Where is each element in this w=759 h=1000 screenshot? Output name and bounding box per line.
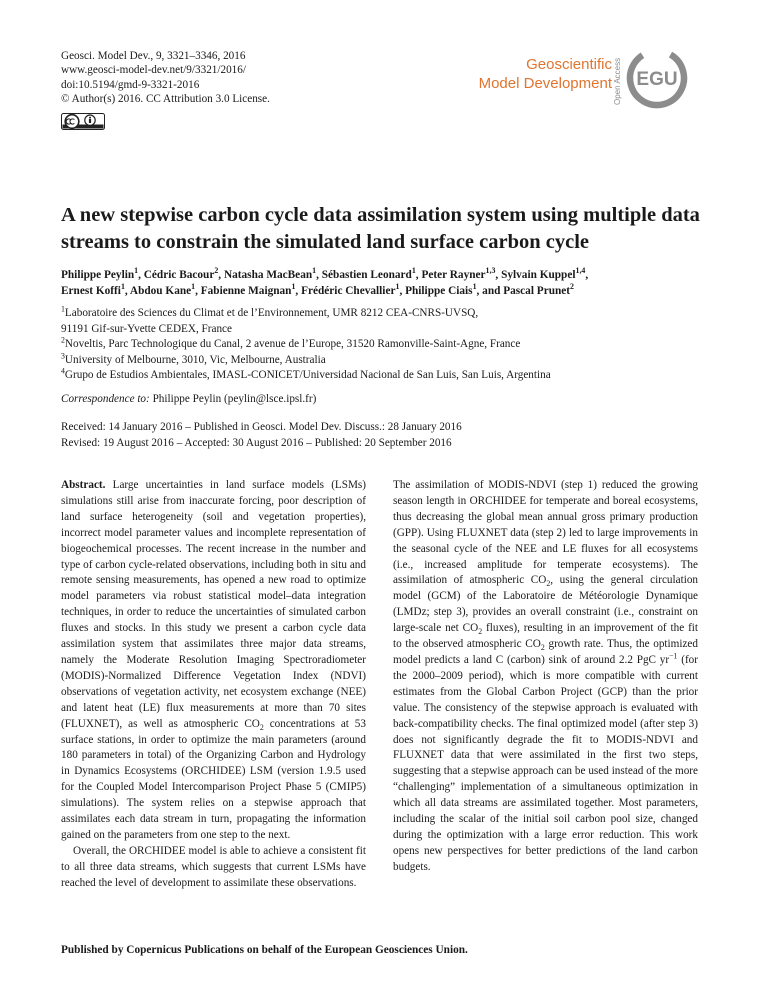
author-affiliation-ref: 2 [214, 266, 219, 276]
affiliation-item: $^4$Grupo de Estudios Ambientales, IMASL-CONICET/Universidad Nacional de San Luis, San Luis, Argentina [61, 366, 551, 381]
author-affiliation-ref: 1 [411, 266, 416, 276]
article-url[interactable]: www.geosci-model-dev.net/9/3321/2016/ [61, 64, 246, 77]
abstract-paragraph-continued: The assimilation of MODIS-NDVI (step 1) reduced the growing season length in ORCHIDEE for temperate and boreal ecosystems, thus decreasing the global mean annual gross primary production (GPP). Using FLUXNET data (step 2) led to large improvements in the seasonal cycle of the NEE and LE fluxes for all ecosystems (i.e., increased amplitude for temperate ecosystems). The assimilation of atmospheric $CO_2$, using the general circulation model (GCM) of the Laboratoire de Météorologie Dynamique (LMDz; step 3), provides an overall constraint (i.e., constraint on large-scale net $CO_2$ fluxes), resulting in an improvement of the fit to the observed atmospheric $CO_2$ growth rate. Thus, the optimized model predicts a land C (carbon) sink of around 2.2 PgC $yr^{-1}$ (for the 2000–2009 period), which is more compatible with current estimates from the Global Carbon Project (GCP) than the prior value. The consistency of the stepwise approach is evaluated with back-compatibility checks. The final optimized model (after step 3) does not significantly degrade the fit to MODIS-NDVI and FLUXNET data that were assimilated in the first two steps, suggesting that a stepwise approach can be used instead of the more “challenging” implementation of a simultaneous optimization in which all data streams are assimilated together. Most parameters, including the scalar of the initial soil carbon pool size, changed during the optimization with a large error reduction. This work opens new perspectives for better predictions of the land carbon budgets. [393, 479, 699, 873]
open-access-text: Open Access [613, 57, 622, 105]
dates-line-revised: Revised: 19 August 2016 – Accepted: 30 August 2016 – Published: 20 September 2016 [61, 436, 452, 449]
author-affiliation-ref: 1 [291, 281, 296, 291]
author-affiliation-ref: 1,3 [485, 266, 496, 276]
author-affiliation-ref: 1 [472, 281, 477, 291]
correspondence-label: Correspondence to: [61, 393, 150, 405]
publisher-footer: Published by Copernicus Publications on behalf of the European Geosciences Union. [61, 944, 468, 956]
abstract-paragraph: Overall, the ORCHIDEE model is able to achieve a consistent fit to all three data streams, which suggests that current LSMs have reached the level of development to assimilate these observations. [61, 844, 366, 889]
egu-logo-text: EGU [636, 69, 678, 90]
journal-reference: Geosci. Model Dev., 9, 3321–3346, 2016 [61, 50, 246, 62]
author-affiliation-ref: 1 [120, 281, 125, 291]
affiliation-item: $^1$Laboratoire des Sciences du Climat et de l’Environnement, UMR 8212 CEA-CNRS-UVSQ, [61, 304, 479, 319]
author-name: Cédric Bacour [143, 269, 215, 281]
abstract-paragraph: Abstract. Large uncertainties in land surface models (LSMs) simulations still arise from inaccurate forcing, poor description of land surface heterogeneity (soil and vegetation properties), incorrect model parameter values and incomplete representation of biogeochemical processes. The recent increase in the number and type of carbon cycle-related observations, including both in situ and remote sensing measurements, has opened a new road to optimize model parameters via robust statistical model–data integration techniques, in order to reduce the uncertainties of simulated carbon fluxes and stocks. In this study we present a carbon cycle data assimilation system that assimilates three major data streams, namely the Moderate Resolution Imaging Spectroradiometer (MODIS)-Normalized Difference Vegetation Index (NDVI) observations of vegetation activity, net ecosystem exchange (NEE) and latent heat (LE) flux measurements at more than 70 sites (FLUXNET), as well as atmospheric $CO_2$ concentrations at 53 surface stations, in order to optimize the main parameters (around 180 parameters in total) of the Organizing Carbon and Hydrology in Dynamics Ecosystems (ORCHIDEE) LSM (version 1.9.5 used for the Coupled Model Intercomparison Project Phase 5 (CMIP5) simulations). The system relies on a stepwise approach that assimilates each data stream in turn, propagating the information gained on the parameters from one step to the next. [61, 479, 367, 841]
author-name: Philippe Ciais [405, 284, 473, 297]
author-name: Ernest Koffi [61, 284, 121, 297]
author-affiliation-ref: 2 [570, 281, 574, 291]
affiliation-list [61, 306, 701, 384]
journal-logo-text [446, 55, 612, 93]
author-affiliation-ref: 1 [312, 266, 317, 276]
journal-name-line-2: Model Development [478, 75, 612, 92]
correspondence [61, 393, 316, 405]
abstract-column-right [393, 478, 698, 876]
author-affiliation-ref: 1 [395, 281, 400, 291]
abstract-label: Abstract. [61, 479, 106, 491]
cc-by-license-icon[interactable] [61, 113, 105, 130]
author-name: Philippe Peylin [61, 269, 135, 281]
article-metadata [61, 49, 270, 107]
article-title: A new stepwise carbon cycle data assimilation system using multiple data streams to constrain the simulated land surface carbon cycle [61, 204, 700, 253]
author-name: Natasha MacBean [223, 269, 313, 281]
article-doi[interactable]: doi:10.5194/gmd-9-3321-2016 [61, 78, 200, 91]
author-affiliation-ref: 1,4 [575, 266, 586, 276]
author-affiliation-ref: 1 [191, 281, 196, 291]
correspondence-contact[interactable]: Philippe Peylin (peylin@lsce.ipsl.fr) [152, 393, 317, 405]
abstract-column-left [61, 478, 366, 892]
egu-logo-icon [624, 45, 690, 111]
author-name: Peter Rayner [421, 269, 486, 281]
author-name: Frédéric Chevallier [301, 284, 396, 297]
author-name: Sylvain Kuppel [501, 269, 576, 281]
author-list: Philippe Peylin$^1$, Cédric Bacour$^2$, Natasha MacBean$^1$, Sébastien Leonard$^1$, Peter Rayner$^{1,3}$, Sylvain Kuppel$^{1,4}$, Ernest Koffi$^1$, Abdou Kane$^1$, Fabienne Maignan$^1$, Frédéric Chevallier$^1$, Philippe Ciais$^1$, and Pascal Prunet$^2$ [61, 266, 589, 297]
author-name: Sébastien Leonard [321, 269, 412, 281]
journal-name-line-1: Geoscientific [526, 56, 612, 73]
dates-line-received: Received: 14 January 2016 – Published in Geosci. Model Dev. Discuss.: 28 January 2016 [61, 421, 462, 433]
copyright-notice: © Author(s) 2016. CC Attribution 3.0 License. [61, 93, 270, 106]
open-access-label [612, 48, 623, 106]
author-name: Pascal Prunet [503, 284, 571, 297]
affiliation-item: $^2$Noveltis, Parc Technologique du Canal, 2 avenue de l’Europe, 31520 Ramonville-Saint-Agne, France [61, 335, 521, 350]
author-affiliation-ref: 1 [134, 266, 139, 276]
author-name: Abdou Kane [129, 284, 192, 297]
author-name: Fabienne Maignan [200, 284, 292, 297]
affiliation-item-continuation: 91191 Gif-sur-Yvette CEDEX, France [61, 322, 232, 335]
publication-dates [61, 420, 462, 451]
affiliation-item: $^3$University of Melbourne, 3010, Vic, Melbourne, Australia [61, 350, 326, 366]
